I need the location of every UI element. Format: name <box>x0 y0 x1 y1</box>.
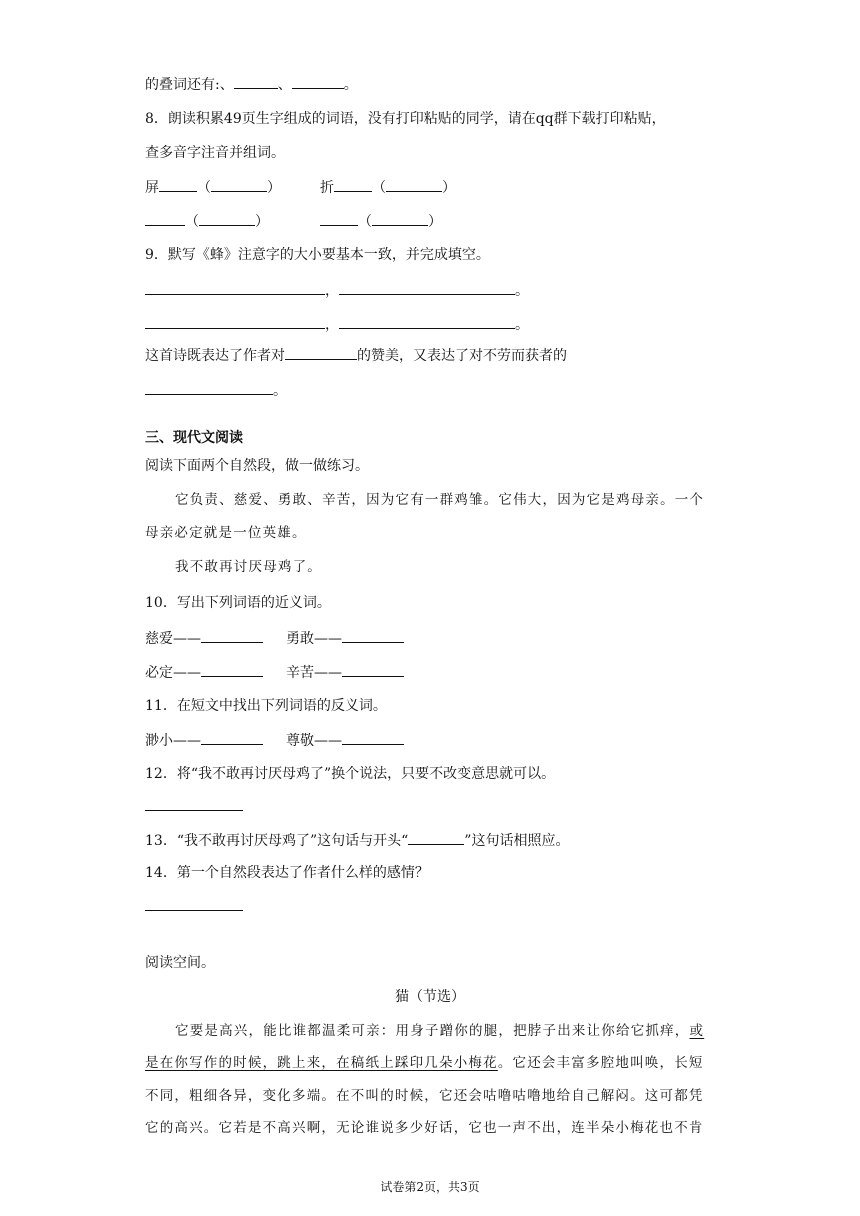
q9-poem-line1: ， 。 <box>145 280 529 301</box>
blank[interactable] <box>342 628 404 643</box>
q10-row1: 慈爱—— <box>145 628 263 649</box>
q10-row1-right: 勇敢—— <box>286 628 404 649</box>
blank[interactable] <box>201 628 263 643</box>
reading-intro: 阅读空间。 <box>145 955 215 971</box>
q8-prompt-line2: 查多音字注音并组词。 <box>145 145 285 161</box>
q11-row: 渺小—— <box>145 730 263 751</box>
answer-line[interactable] <box>145 910 243 911</box>
reading-title: 猫（节选） <box>395 989 465 1005</box>
section-heading: 三、现代文阅读 <box>145 430 243 446</box>
prev-question-tail: 的叠词还有:、 、 。 <box>145 74 358 95</box>
q8-row1: 屏 （ ） <box>145 177 281 198</box>
blank[interactable] <box>408 830 464 845</box>
blank[interactable] <box>320 211 358 226</box>
prev-text: 的叠词还有:、 <box>145 77 234 93</box>
page-footer: 试卷第2页，共3页 <box>380 1180 480 1194</box>
q12-prompt: 12．将“我不敢再讨厌母鸡了”换个说法，只要不改变意思就可以。 <box>145 766 556 782</box>
section-intro: 阅读下面两个自然段，做一做练习。 <box>145 458 369 474</box>
passage-line3: 我不敢再讨厌母鸡了。 <box>175 559 322 575</box>
q10-row2: 必定—— <box>145 662 263 683</box>
blank[interactable] <box>145 211 185 226</box>
blank[interactable] <box>199 211 255 226</box>
blank[interactable] <box>234 74 278 89</box>
blank[interactable] <box>334 177 372 192</box>
q13-prompt: 13．“我不敢再讨厌母鸡了”这句话与开头“ ”这句话相照应。 <box>145 830 569 851</box>
blank[interactable] <box>159 177 197 192</box>
q9-poem-line2: ， 。 <box>145 314 529 335</box>
q14-prompt: 14．第一个自然段表达了作者什么样的感情？ <box>145 865 429 881</box>
blank[interactable] <box>342 730 404 745</box>
q9-fill: 这首诗既表达了作者对 的赞美，又表达了对不劳而获者的 <box>145 345 567 366</box>
q8-row2-right: （ ） <box>320 211 442 232</box>
q8-prompt-line1: 8．朗读积累49页生字组成的词语，没有打印粘贴的同学，请在qq群下载打印粘贴， <box>145 111 666 127</box>
blank[interactable] <box>145 314 325 329</box>
reading-line1: 它要是高兴，能比谁都温柔可亲：用身子蹭你的腿，把脖子出来让你给它抓痒，或 <box>175 1023 705 1039</box>
reading-line2: 是在你写作的时候，跳上来，在稿纸上踩印几朵小梅花。它还会丰富多腔地叫唤，长短 <box>145 1055 704 1071</box>
blank[interactable] <box>145 380 273 395</box>
q11-prompt: 11．在短文中找出下列词语的反义词。 <box>145 698 387 714</box>
blank[interactable] <box>339 314 515 329</box>
reading-line3: 不同，粗细各异，变化多端。在不叫的时候，它还会咕噜咕噜地给自己解闷。这可都凭 <box>145 1088 704 1104</box>
blank[interactable] <box>342 662 404 677</box>
q8-row1-right: 折 （ ） <box>320 177 456 198</box>
q9-prompt: 9．默写《蜂》注意字的大小要基本一致，并完成填空。 <box>145 247 490 263</box>
q11-row-right: 尊敬—— <box>286 730 404 751</box>
blank[interactable] <box>386 177 442 192</box>
blank[interactable] <box>145 280 325 295</box>
q8-row2: （ ） <box>145 211 269 232</box>
blank[interactable] <box>339 280 515 295</box>
q10-row2-right: 辛苦—— <box>286 662 404 683</box>
blank[interactable] <box>372 211 428 226</box>
answer-line[interactable] <box>145 810 243 811</box>
reading-line4: 它的高兴。它若是不高兴啊，无论谁说多少好话，它也一声不出，连半朵小梅花也不肯 <box>145 1120 704 1136</box>
blank[interactable] <box>201 662 263 677</box>
blank[interactable] <box>285 345 357 360</box>
blank[interactable] <box>211 177 267 192</box>
passage-line1: 它负责、慈爱、勇敢、辛苦，因为它有一群鸡雏。它伟大，因为它是鸡母亲。一个 <box>175 492 705 508</box>
blank[interactable] <box>292 74 344 89</box>
q9-fill-end: 。 <box>145 380 287 401</box>
passage-line2: 母亲必定就是一位英雄。 <box>145 525 307 541</box>
q10-prompt: 10．写出下列词语的近义词。 <box>145 595 331 611</box>
blank[interactable] <box>201 730 263 745</box>
